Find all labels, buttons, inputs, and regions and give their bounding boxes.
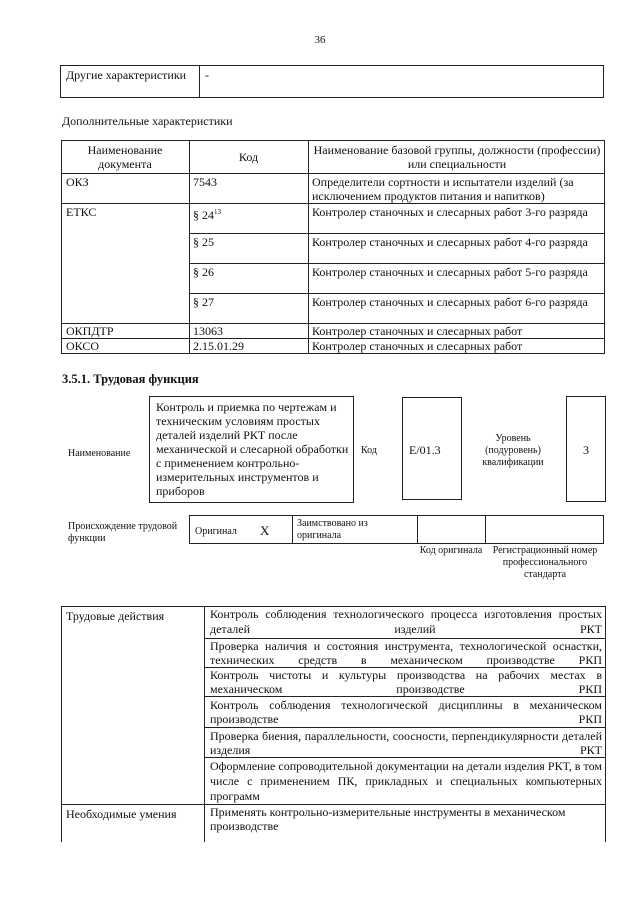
row-name: Контролер станочных и слесарных работ 6-го разряда	[312, 295, 588, 309]
reg-number-caption: Регистрационный номер профессионального стандарта	[492, 545, 598, 580]
actions-label: Трудовые действия	[66, 609, 165, 623]
borrowed-label: Заимствовано из оригинала	[297, 518, 368, 541]
code-box	[402, 397, 462, 500]
skill-item: Применять контрольно-измерительные инструменты в механическом производстве	[210, 805, 566, 833]
action-item: Контроль соблюдения технологического процесса изготовления простых деталей изделий РКТ	[210, 607, 602, 636]
row-doc: ЕТКС	[66, 205, 97, 219]
level-label: Уровень (подуровень) квалификации	[482, 433, 544, 468]
row-code: § $24^{13}$	[193, 208, 221, 222]
row-code: § 25	[193, 235, 214, 249]
name-label: Наименование	[68, 448, 131, 459]
row-name: Контролер станочных и слесарных работ 5-го разряда	[312, 265, 588, 279]
function-name: Контроль и приемка по чертежам и техническим условиям простых деталей изделий РКТ после механической и слесарной обработки с применением контрольно-измерительных инструментов и приборов	[156, 400, 349, 498]
header-group-name: Наименование базовой группы, должности (профессии) или специальности	[313, 143, 601, 171]
code-caption: Код оригинала	[419, 545, 483, 556]
row-code: 2.15.01.29	[193, 339, 244, 353]
function-level: 3	[583, 443, 589, 457]
row-name: Контролер станочных и слесарных работ 3-го разряда	[312, 205, 588, 219]
row-code: 13063	[193, 324, 223, 338]
additional-heading: Дополнительные характеристики	[62, 114, 233, 128]
footnote-marker: 13	[214, 208, 221, 216]
other-characteristics-value: -	[205, 68, 209, 82]
function-code: E/01.3	[409, 443, 441, 457]
name-box	[149, 396, 354, 503]
original-mark: X	[260, 523, 270, 538]
code-label: Код	[361, 445, 377, 456]
other-characteristics-label: Другие характеристики	[66, 68, 187, 82]
row-doc: ОКСО	[66, 339, 100, 353]
row-code: § 26	[193, 265, 214, 279]
skills-label: Необходимые умения	[66, 807, 177, 821]
original-label: Оригинал	[195, 526, 237, 537]
row-name: Определители сортности и испытатели изделий (за исключением продуктов питания и напитков)	[312, 175, 574, 203]
page-number: 36	[314, 34, 326, 46]
row-name: Контролер станочных и слесарных работ 4-го разряда	[312, 235, 588, 249]
row-doc: ОКЗ	[66, 175, 89, 189]
row-doc: ОКПДТР	[66, 324, 114, 338]
action-item: Проверка биения, параллельности, соосности, перпендикулярности деталей изделия РКТ	[210, 729, 602, 757]
action-item: Контроль соблюдения технологической дисциплины в механическом производстве РКП	[210, 698, 602, 726]
row-code: 7543	[193, 175, 217, 189]
action-item: Контроль чистоты и культуры производства на рабочих местах в механическом производстве РКП	[210, 668, 602, 696]
origin-label: Происхождение трудовой функции	[68, 521, 178, 544]
row-code: § 27	[193, 295, 214, 309]
row-name: Контролер станочных и слесарных работ	[312, 339, 523, 353]
level-box	[566, 396, 606, 502]
section-title: 3.5.1. Трудовая функция	[62, 372, 199, 386]
header-code: Код	[238, 150, 259, 164]
row-name: Контролер станочных и слесарных работ	[312, 324, 523, 338]
action-item: Проверка наличия и состояния инструмента, технологической оснастки, технических средств в механическом производстве РКП	[210, 639, 602, 667]
header-doc-name: Наименование документа	[87, 143, 163, 171]
action-item: Оформление сопроводительной документации на детали изделия РКТ, в том числе с применением ПК, прикладных и специальных компьютерных программ	[210, 759, 602, 803]
